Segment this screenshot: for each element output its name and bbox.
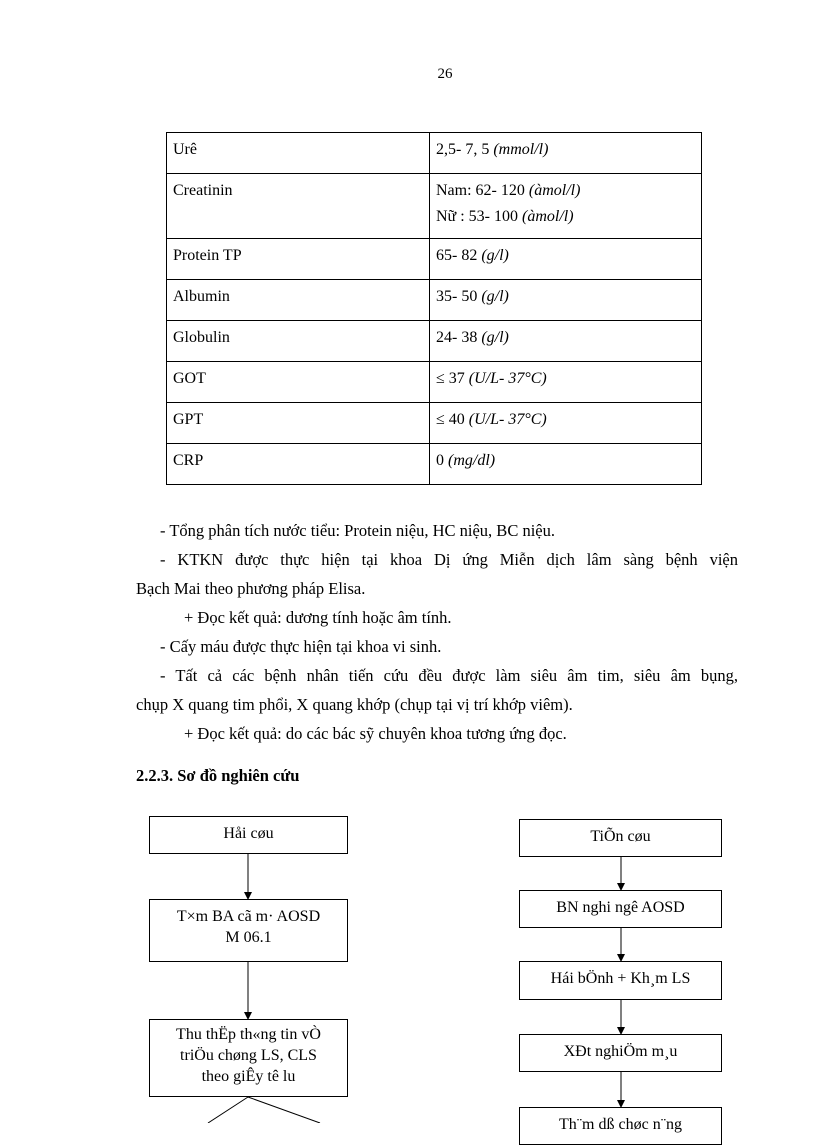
flow-find-records-line1: T×m BA cã m· AOSD: [176, 908, 321, 925]
reference-unit: (mmol/l): [493, 141, 549, 158]
reference-value-female: Nữ : 53- 100: [436, 208, 522, 225]
test-name-cell: GPT: [167, 403, 430, 444]
paragraph-imaging-line2: chụp X quang tim phổi, X quang khớp (chụp tại vị trí khớp viêm).: [136, 695, 573, 714]
reference-value: 65- 82: [436, 247, 482, 264]
branch-left-b: [248, 1097, 320, 1123]
flow-suspected-aosd-box: BN nghi ngê AOSD: [519, 890, 722, 928]
reference-value: 2,5- 7, 5: [436, 141, 494, 158]
test-name-cell: Albumin: [167, 280, 430, 321]
reference-value: 24- 38: [436, 329, 482, 346]
paragraph-ktkn-line2: Bạch Mai theo phương pháp Elisa.: [136, 579, 366, 598]
test-name-cell: Urê: [167, 133, 430, 174]
reference-unit: (U/L- 37°C): [468, 411, 547, 428]
reference-value: ≤ 40: [436, 411, 469, 428]
flow-collect-info-line2: triÖu chøng LS, CLS: [180, 1047, 317, 1064]
flow-collect-info-line3: theo giÊy tê lu: [201, 1068, 296, 1085]
page-number: 26: [437, 66, 453, 82]
flow-prospective-box: TiÕn cøu: [519, 819, 722, 857]
branch-left-a: [208, 1097, 248, 1123]
flow-retrospective-box: Håi cøu: [149, 816, 348, 854]
flow-find-records-line2: M 06.1: [225, 929, 272, 946]
reference-unit: (g/l): [481, 329, 509, 346]
reference-value: 35- 50: [436, 288, 482, 305]
paragraph-imaging-line1: - Tất cả các bệnh nhân tiến cứu đều được làm siêu âm tim, siêu âm bụng,: [160, 666, 738, 685]
flow-collect-info-box: [149, 1019, 348, 1097]
flow-blood-test-box: XÐt nghiÖm m¸u: [519, 1034, 722, 1072]
section-heading: 2.2.3. Sơ đồ nghiên cứu: [136, 766, 300, 785]
paragraph-ktkn-line1: - KTKN được thực hiện tại khoa Dị ứng Miễn dịch lâm sàng bệnh viện: [160, 550, 738, 569]
reference-value: Nam: 62- 120: [436, 182, 529, 199]
test-name-cell: Protein TP: [167, 239, 430, 280]
flow-history-exam-box: Hái bÖnh + Kh¸m LS: [519, 961, 722, 1000]
paragraph-read-result-2: + Đọc kết quả: do các bác sỹ chuyên khoa tương ứng đọc.: [184, 724, 567, 743]
reference-unit: (g/l): [481, 247, 509, 264]
reference-unit: (mg/dl): [448, 452, 496, 469]
reference-unit: (g/l): [481, 288, 509, 305]
paragraph-urinalysis: - Tổng phân tích nước tiểu: Protein niệu, HC niệu, BC niệu.: [160, 521, 555, 540]
test-name-cell: Creatinin: [167, 174, 430, 239]
flow-collect-info-line1: Thu thËp th«ng tin vÒ: [176, 1026, 321, 1043]
reference-value: ≤ 37: [436, 370, 469, 387]
reference-unit: (àmol/l): [528, 182, 581, 199]
paragraph-read-result-1: + Đọc kết quả: dương tính hoặc âm tính.: [184, 608, 452, 627]
test-name-cell: Globulin: [167, 321, 430, 362]
test-name-cell: CRP: [167, 444, 430, 485]
reference-value: 0: [436, 452, 448, 469]
reference-unit: (U/L- 37°C): [468, 370, 547, 387]
flow-function-test-box: Th¨m dß chøc n¨ng: [519, 1107, 722, 1145]
flow-find-records-box: [149, 899, 348, 962]
paragraph-blood-culture: - Cấy máu được thực hiện tại khoa vi sinh.: [160, 637, 442, 656]
test-name-cell: GOT: [167, 362, 430, 403]
reference-unit-female: (àmol/l): [522, 208, 574, 225]
